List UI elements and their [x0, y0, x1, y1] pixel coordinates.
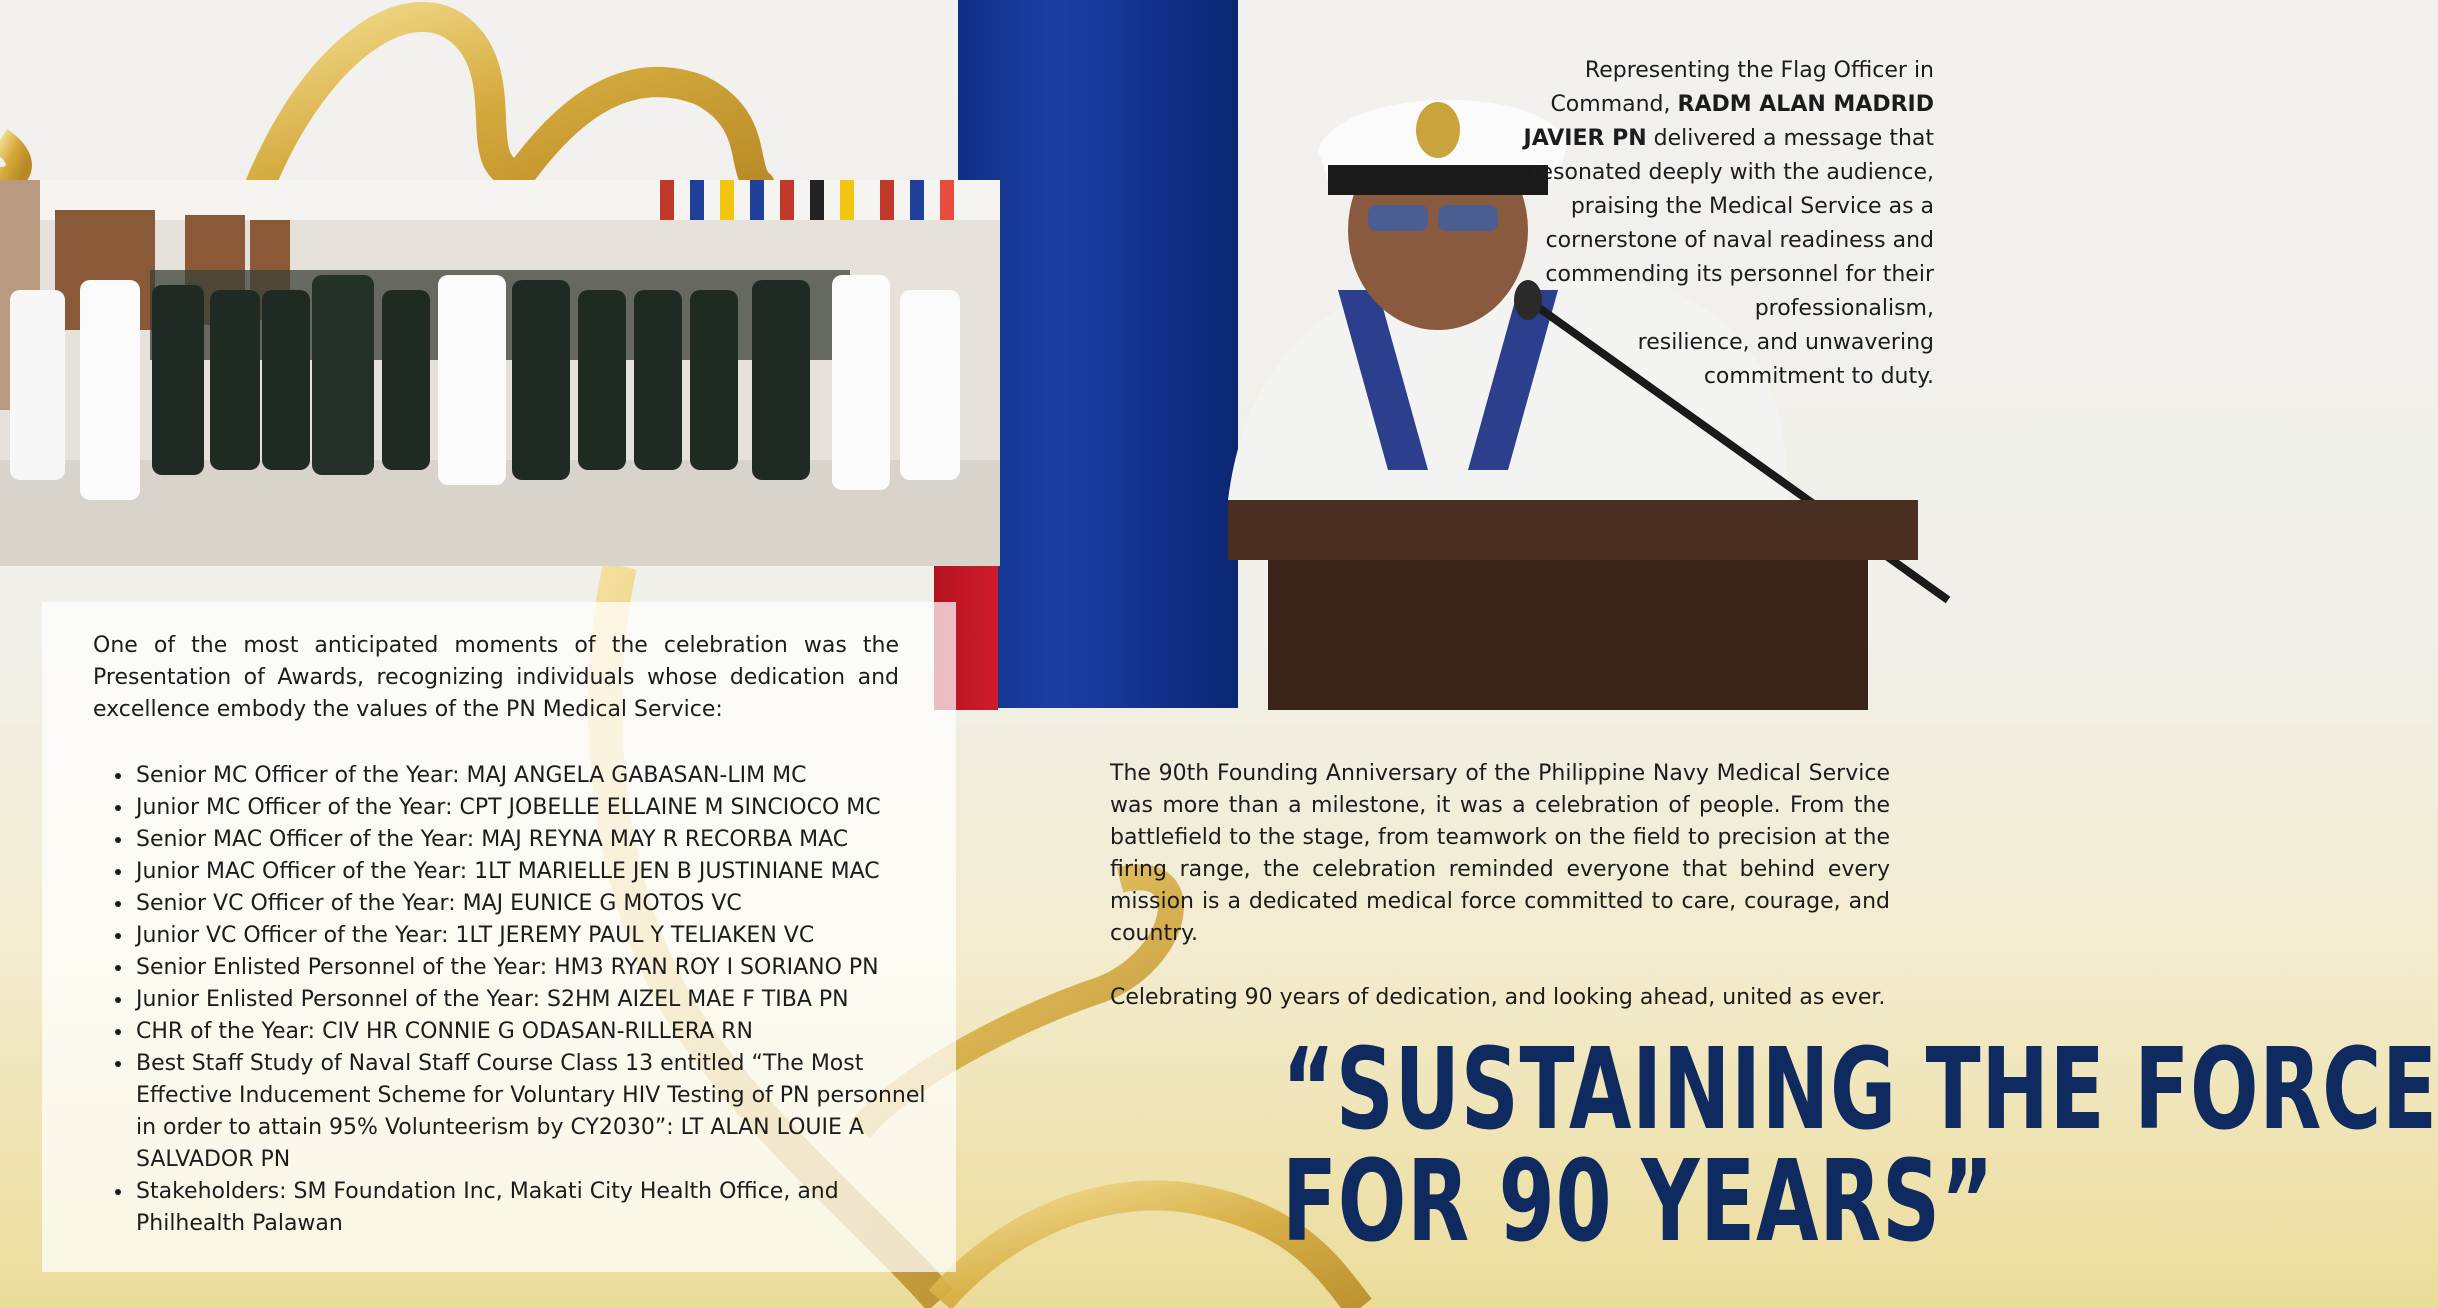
flag-blue-field [958, 0, 1238, 708]
award-item: • Senior Enlisted Personnel of the Year: HM3 RYAN ROY I SORIANO PN [134, 952, 934, 984]
caption-line: praising the Medical Service as a [1570, 194, 1934, 219]
speaker-name: RADM ALAN MADRID [1677, 92, 1934, 117]
award-item: • Junior Enlisted Personnel of the Year: S2HM AIZEL MAE F TIBA PN [134, 984, 934, 1016]
headline-line: FOR 90 YEARS” [1282, 1137, 1995, 1267]
group-photo [0, 180, 1000, 566]
caption-line: commending its personnel for their [1545, 262, 1934, 287]
caption-line: cornerstone of naval readiness and [1545, 228, 1934, 253]
award-item: • Junior MC Officer of the Year: CPT JOBELLE ELLAINE M SINCIOCO MC [134, 792, 934, 824]
award-item: • Junior VC Officer of the Year: 1LT JEREMY PAUL Y TELIAKEN VC [134, 920, 934, 952]
award-item: • Stakeholders: SM Foundation Inc, Makati City Health Office, and Philhealth Palawan [134, 1176, 934, 1240]
speaker-caption [1480, 54, 1934, 394]
headline-line: “SUSTAINING THE FORCE [1282, 1025, 2438, 1155]
caption-line: resonated deeply with the audience, [1530, 160, 1934, 185]
caption-line [1480, 88, 1934, 122]
caption-line [1480, 122, 1934, 156]
caption-text: delivered a message that [1646, 126, 1934, 151]
speaker-name: JAVIER PN [1523, 126, 1647, 151]
award-item: • Senior VC Officer of the Year: MAJ EUNICE G MOTOS VC [134, 888, 934, 920]
summary-paragraph: Celebrating 90 years of dedication, and looking ahead, united as ever. [1110, 985, 1886, 1010]
caption-text: Command, [1550, 92, 1678, 117]
caption-line: professionalism, [1754, 296, 1934, 321]
awards-intro: One of the most anticipated moments of the celebration was the Presentation of Awards, recognizing individuals whose dedication and excellence embody the values of the PN Medical Service: [93, 633, 899, 722]
caption-line: Representing the Flag Officer in [1584, 58, 1934, 83]
summary-text [1110, 758, 1890, 1046]
award-item: • Senior MAC Officer of the Year: MAJ REYNA MAY R RECORBA MAC [134, 824, 934, 856]
summary-paragraph: The 90th Founding Anniversary of the Philippine Navy Medical Service was more than a milestone, it was a celebration of people. From the battlefield to the stage, from teamwork on the field to precision at the firing range, the celebration reminded everyone that behind every mission is a dedicated medical force committed to care, courage, and country. [1110, 761, 1890, 946]
caption-line: commitment to duty. [1703, 364, 1934, 389]
awards-list [104, 760, 934, 1240]
group-photo-illustration [0, 180, 1000, 566]
caption-line: resilience, and unwavering [1637, 330, 1934, 355]
award-item: • Senior MC Officer of the Year: MAJ ANGELA GABASAN-LIM MC [134, 760, 934, 792]
headline [1282, 1025, 2438, 1267]
award-item: • Junior MAC Officer of the Year: 1LT MARIELLE JEN B JUSTINIANE MAC [134, 856, 934, 888]
award-item: • CHR of the Year: CIV HR CONNIE G ODASAN-RILLERA RN [134, 1016, 934, 1048]
award-item: • Best Staff Study of Naval Staff Course Class 13 entitled “The Most Effective Inducement Scheme for Voluntary HIV Testing of PN personnel in order to attain 95% Volunteerism by CY2030”: LT ALAN LOUIE A SALVADOR PN [134, 1048, 934, 1176]
